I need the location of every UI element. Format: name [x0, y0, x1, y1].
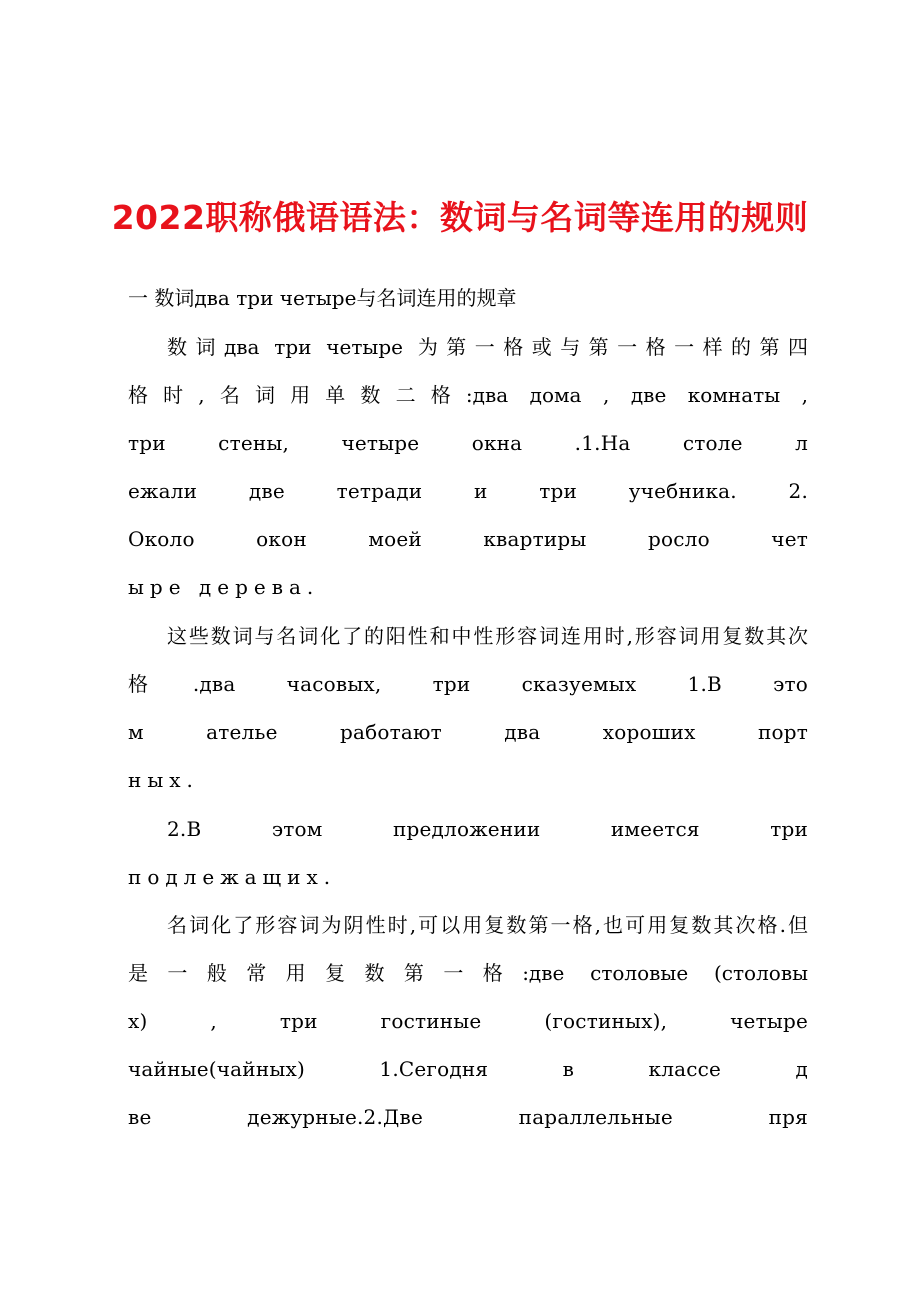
paragraph-line: 格.два часовых, три сказуемых 1.В это	[128, 672, 808, 696]
paragraph-line: м ателье работают два хороших порт	[128, 720, 808, 744]
paragraph-line: 数词два три четыре 为第一格或与第一格一样的第四	[167, 335, 808, 359]
document-title: 2022职称俄语语法：数词与名词等连用的规则	[111, 198, 809, 237]
paragraph-line: ве дежурные.2.Две параллельные пря	[128, 1105, 808, 1129]
paragraph-line: чайные(чайных) 1.Сегодня в классе д	[128, 1057, 808, 1081]
paragraph-line: Около окон моей квартиры росло чет	[128, 527, 808, 551]
paragraph-line: ных.	[128, 768, 199, 792]
paragraph-line: 格时,名词用单数二格:два дома , две комнаты ,	[128, 383, 808, 407]
paragraph-line: три стены, четыре окна .1.На столе л	[128, 431, 808, 455]
paragraph-line: 是一般常用复数第一格:две столовые (столовы	[128, 961, 808, 985]
paragraph-line: ежали две тетради и три учебника. 2.	[128, 479, 808, 503]
paragraph-line: х) , три гостиные (гостиных), четыре	[128, 1009, 808, 1033]
paragraph-line: подлежащих.	[128, 865, 337, 889]
paragraph-line: 名词化了形容词为阴性时,可以用复数第一格,也可用复数其次格.但	[167, 913, 808, 937]
paragraph-line: 2.В этом предложении имеется три	[167, 817, 808, 841]
section-heading: 一 数词два три четыре与名词连用的规章	[128, 286, 517, 310]
paragraph-line: ыре дерева.	[128, 575, 320, 599]
paragraph-line: 这些数词与名词化了的阳性和中性形容词连用时,形容词用复数其次	[167, 624, 808, 648]
